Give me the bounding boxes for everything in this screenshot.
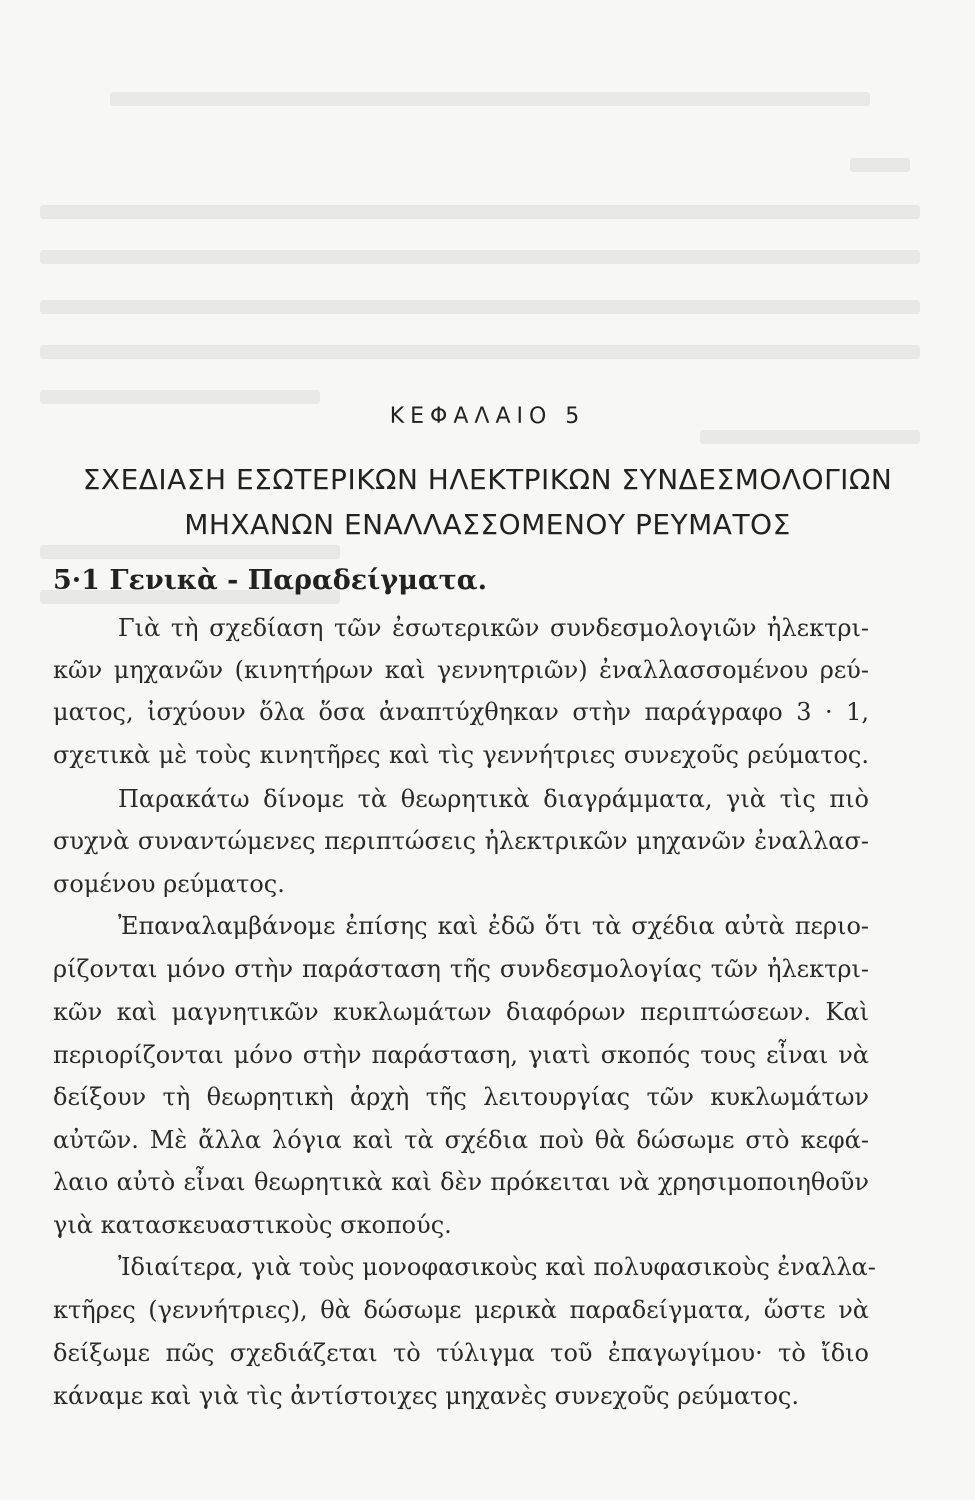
- bleed-through-shadow: [0, 0, 975, 720]
- paragraph-4-line-3: δείξωμε πῶς σχεδιάζεται τὸ τύλιγμα τοῦ ἐπαγωγίμου· τὸ ἴδιο: [53, 1339, 869, 1367]
- paragraph-4-line-4: κάναμε καὶ γιὰ τὶς ἀντίστοιχες μηχανὲς συνεχοῦς ρεύματος.: [53, 1382, 799, 1410]
- paragraph-3-line-5: δείξουν τὴ θεωρητικὴ ἀρχὴ τῆς λειτουργίας τῶν κυκλωμάτων: [53, 1083, 869, 1111]
- paragraph-3-line-6: αὐτῶν. Μὲ ἄλλα λόγια καὶ τὰ σχέδια ποὺ θὰ δώσωμε στὸ κεφά-: [53, 1126, 869, 1154]
- paragraph-3-line-4: περιορίζονται μόνο στὴν παράσταση, γιατὶ σκοπός τους εἶναι νὰ: [53, 1041, 869, 1069]
- paragraph-4-line-1: Ἰδιαίτερα, γιὰ τοὺς μονοφασικοὺς καὶ πολυφασικοὺς ἐναλλα-: [118, 1253, 876, 1281]
- paragraph-1-line-4: σχετικὰ μὲ τοὺς κινητῆρες καὶ τὶς γεννήτριες συνεχοῦς ρεύματος.: [53, 741, 869, 769]
- chapter-title-line-1: ΣΧΕΔΙΑΣΗ ΕΣΩΤΕΡΙΚΩΝ ΗΛΕΚΤΡΙΚΩΝ ΣΥΝΔΕΣΜΟΛΟΓΙΩΝ: [82, 463, 893, 496]
- paragraph-3-line-7: λαιο αὐτὸ εἶναι θεωρητικὰ καὶ δὲν πρόκειται νὰ χρησιμοποιηθοῦν: [53, 1168, 869, 1196]
- paragraph-1-line-1: Γιὰ τὴ σχεδίαση τῶν ἐσωτερικῶν συνδεσμολογιῶν ἠλεκτρι-: [118, 614, 869, 642]
- paragraph-2-line-2: συχνὰ συναντώμενες περιπτώσεις ἠλεκτρικῶν μηχανῶν ἐναλλασ-: [53, 827, 869, 855]
- chapter-label: ΚΕΦΑΛΑΙΟ 5: [389, 404, 586, 429]
- paragraph-3-line-3: κῶν καὶ μαγνητικῶν κυκλωμάτων διαφόρων περιπτώσεων. Καὶ: [53, 998, 869, 1026]
- paragraph-1-line-2: κῶν μηχανῶν (κινητήρων καὶ γεννητριῶν) ἐναλλασσομένου ρεύ-: [53, 656, 869, 684]
- paragraph-4-line-2: κτῆρες (γεννήτριες), θὰ δώσωμε μερικὰ παραδείγματα, ὥστε νὰ: [53, 1296, 869, 1324]
- paragraph-1-line-3: ματος, ἰσχύουν ὅλα ὅσα ἀναπτύχθηκαν στὴν παράγραφο 3 · 1,: [53, 698, 869, 726]
- section-heading: 5·1 Γενικὰ - Παραδείγματα.: [53, 565, 487, 596]
- paragraph-3-line-1: Ἐπαναλαμβάνομε ἐπίσης καὶ ἐδῶ ὅτι τὰ σχέδια αὐτὰ περιο-: [118, 912, 869, 940]
- paragraph-3-line-8: γιὰ κατασκευαστικοὺς σκοπούς.: [53, 1211, 452, 1239]
- paragraph-2-line-1: Παρακάτω δίνομε τὰ θεωρητικὰ διαγράμματα, γιὰ τὶς πιὸ: [118, 785, 869, 813]
- chapter-title-line-2: ΜΗΧΑΝΩΝ ΕΝΑΛΛΑΣΣΟΜΕΝΟΥ ΡΕΥΜΑΤΟΣ: [184, 508, 791, 541]
- paragraph-2-line-3: σομένου ρεύματος.: [53, 870, 285, 898]
- paragraph-3-line-2: ρίζονται μόνο στὴν παράσταση τῆς συνδεσμολογίας τῶν ἠλεκτρι-: [53, 955, 869, 983]
